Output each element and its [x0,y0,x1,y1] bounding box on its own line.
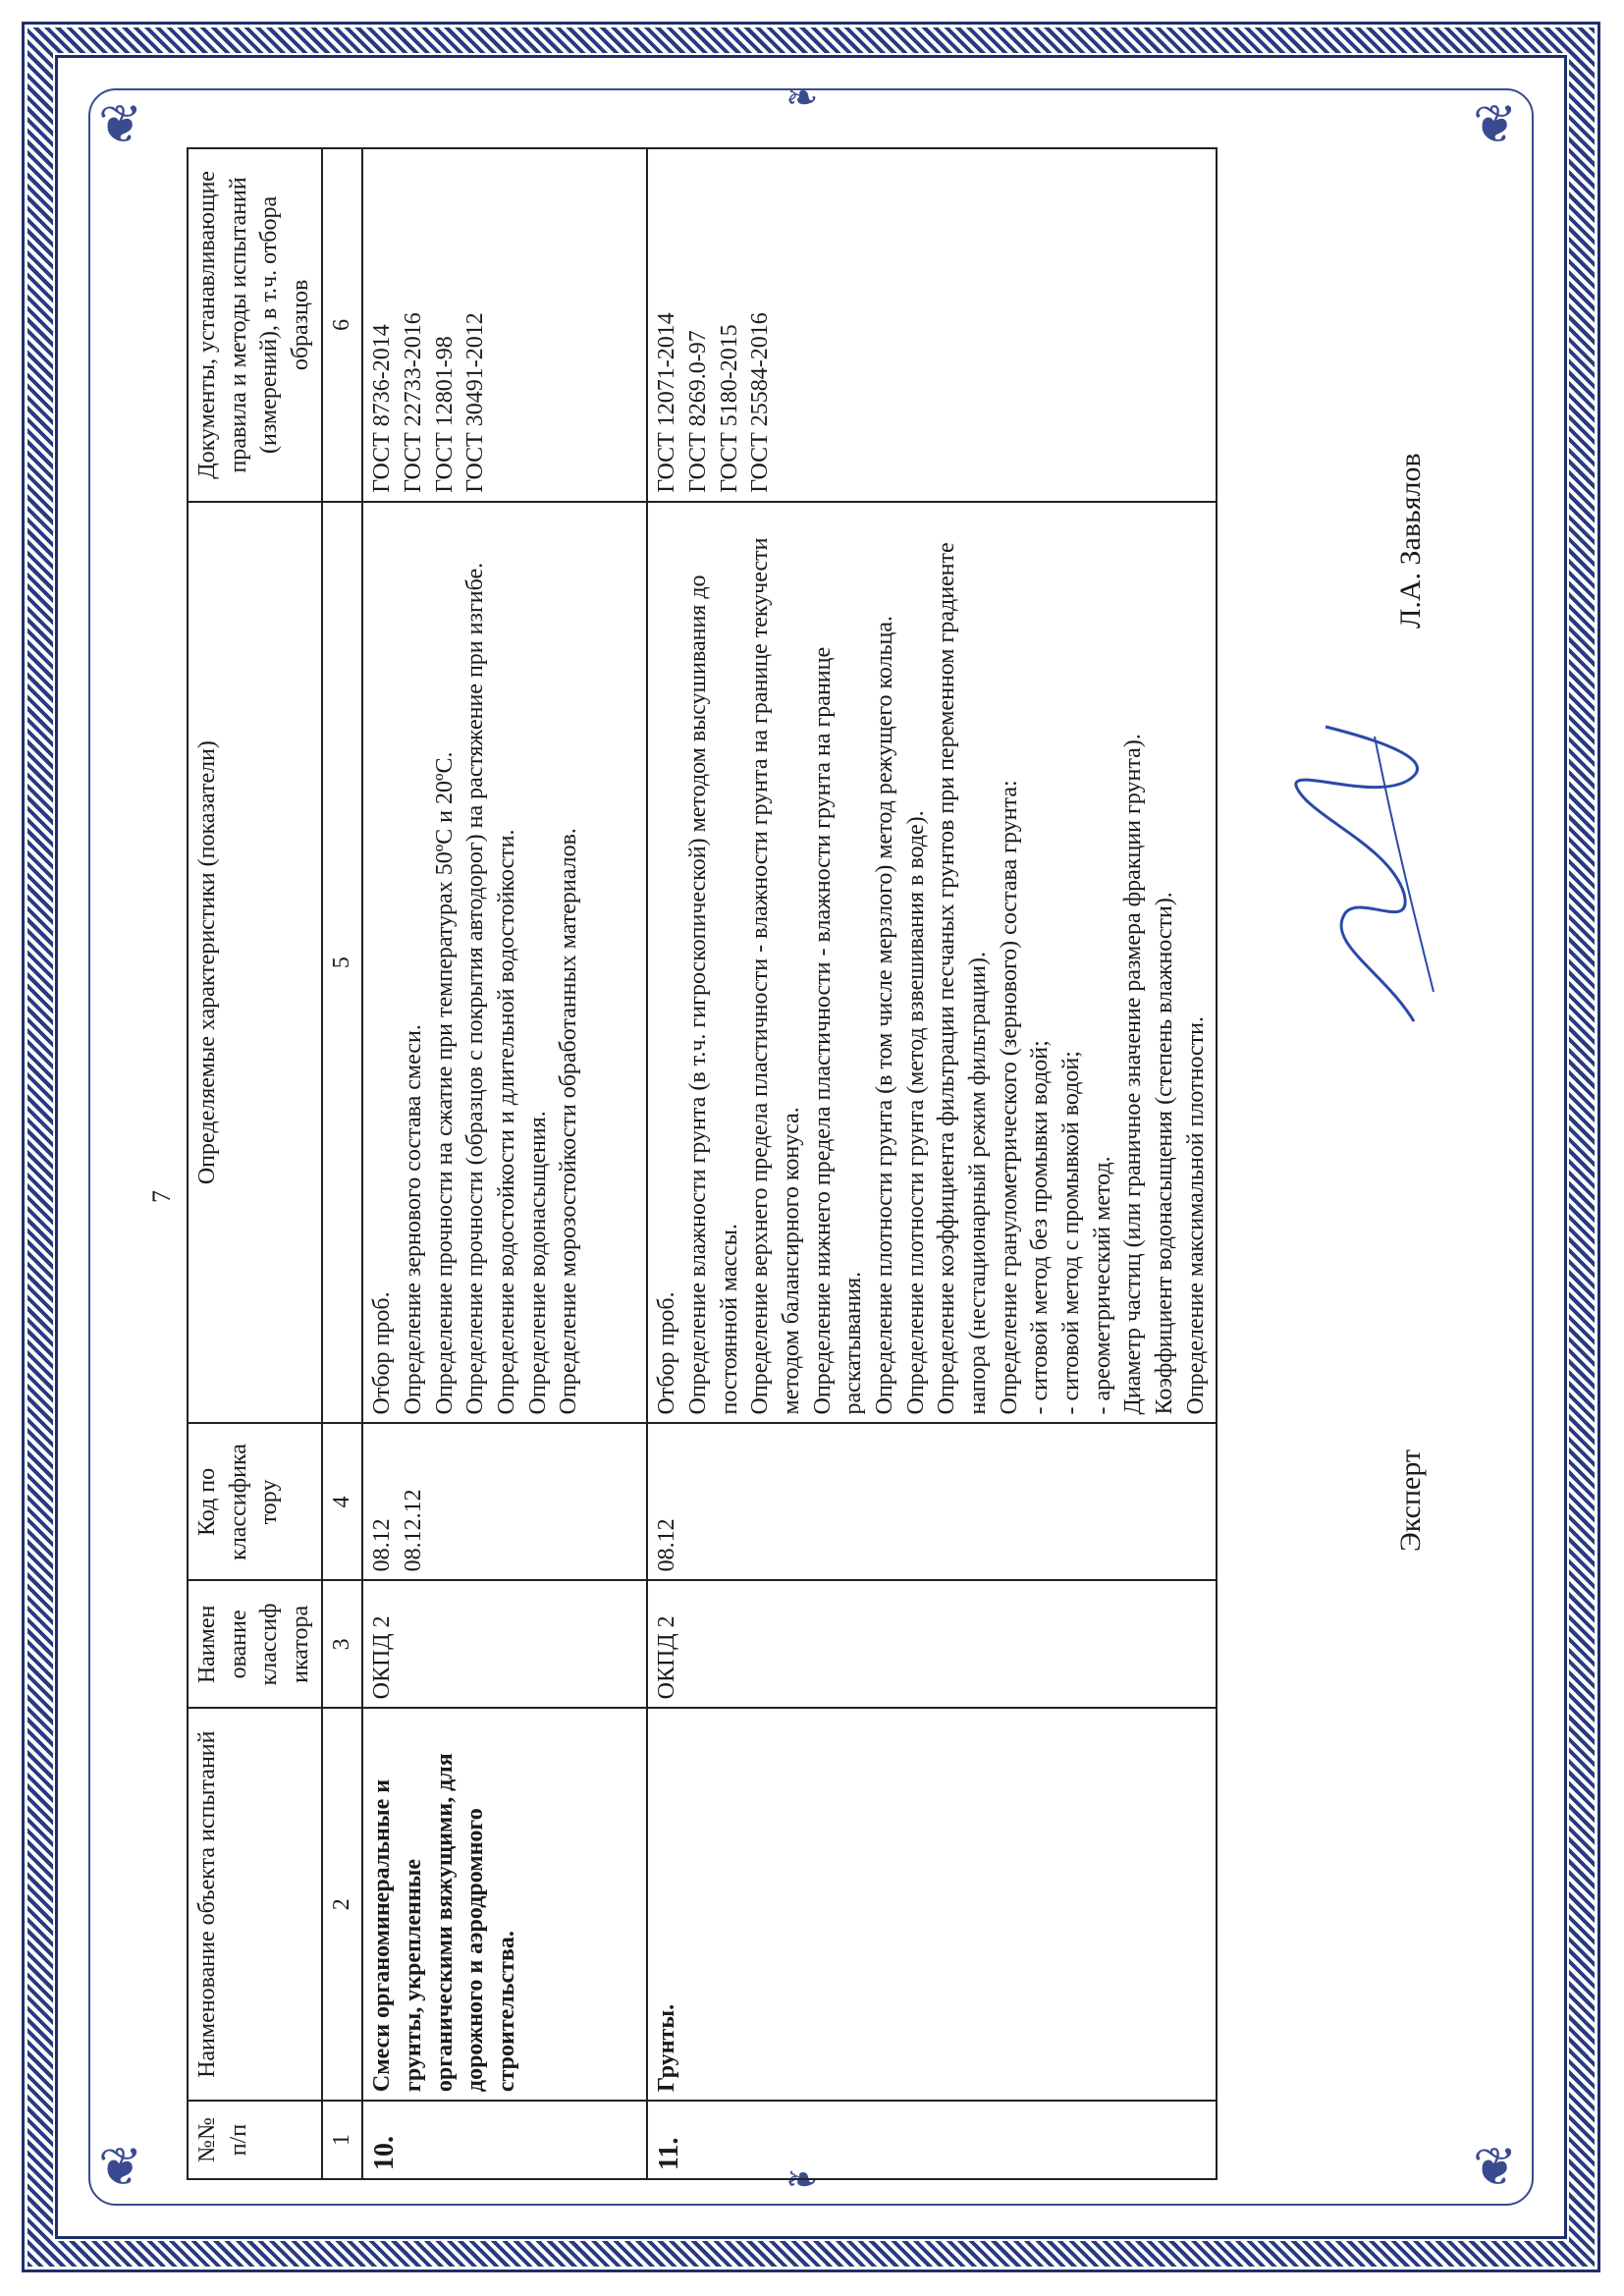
header-cell: №№ п/п [188,2101,322,2179]
classifier-code: 08.12 [647,1423,1217,1580]
test-object: Смеси органоминеральные и грунты, укрепленные органическими вяжущими, для дорожного и аэродромного строительства. [362,1708,647,2101]
accreditation-table [187,147,1218,2180]
corner-ornament-icon: ❦ [98,95,143,154]
table-row [647,148,1217,2179]
expert-label: Эксперт [1394,1449,1427,1552]
rotated-page [147,76,1512,2239]
classifier-name: ОКПД 2 [647,1580,1217,1708]
row-number: 10. [362,2101,647,2179]
test-object: Грунты. [647,1708,1217,2101]
corner-ornament-icon: ❦ [98,2138,143,2197]
scroll-ornament-icon: ❧ [785,76,819,120]
characteristics: Отбор проб. Определение зернового состава смеси. Определение прочности на сжатие при температурах 50ºС и 20ºС. Определение прочности (образцов с покрытия автодорог) на растяжение при изгибе. Определение водостойкости и длительной водостойкости. Определение водонасыщения. Определение морозостойкости обработанных материалов. [362,502,647,1424]
header-cell: Документы, устанавливающие правила и методы испытаний (измерений), в т.ч. отбора образцов [188,148,322,502]
page-number: 7 [147,1190,176,1203]
column-number: 3 [322,1580,363,1708]
corner-ornament-icon: ❦ [1473,95,1518,154]
table-row [362,148,647,2179]
column-number-row [322,148,363,2179]
documents: ГОСТ 12071-2014 ГОСТ 8269.0-97 ГОСТ 5180-2015 ГОСТ 25584-2016 [647,148,1217,502]
scroll-ornament-icon: ❧ [785,2158,819,2202]
table-header-row [188,148,322,2179]
expert-name: Л.А. Завьялов [1394,453,1427,629]
row-number: 11. [647,2101,1217,2179]
header-cell: Определяемые характеристики (показатели) [188,502,322,1424]
documents: ГОСТ 8736-2014 ГОСТ 22733-2016 ГОСТ 12801-98 ГОСТ 30491-2012 [362,148,647,502]
classifier-name: ОКПД 2 [362,1580,647,1708]
header-cell: Наименование объекта испытаний [188,1708,322,2101]
characteristics: Отбор проб. Определение влажности грунта (в т.ч. гигроскопической) методом высушивания до постоянной массы. Определение верхнего предела пластичности - влажности грунта на границе текучести методом балансирного конуса. Определение нижнего предела пластичности - влажности грунта на границе раскатывания. Определение плотности грунта (в том числе мерзлого) метод режущего кольца. Определение плотности грунта (метод взвешивания в воде). Определение коэффициента фильтрации песчаных грунтов при переменном градиенте напора (нестационарный режим фильтрации). Определение гранулометрического (зернового) состава грунта: - ситовой метод без промывки водой; - ситовой метод с промывкой водой; - ареометрический метод. Диаметр частиц (или граничное значение размера фракции грунта). Коэффициент водонасыщения (степень влажности). Определение максимальной плотности. [647,502,1217,1424]
handwritten-signature [1267,717,1463,1031]
column-number: 2 [322,1708,363,2101]
header-cell: Код по классифика тору [188,1423,322,1580]
column-number: 6 [322,148,363,502]
header-cell: Наимен ование классиф икатора [188,1580,322,1708]
column-number: 5 [322,502,363,1424]
classifier-code: 08.12 08.12.12 [362,1423,647,1580]
corner-ornament-icon: ❦ [1473,2138,1518,2197]
column-number: 4 [322,1423,363,1580]
column-number: 1 [322,2101,363,2179]
